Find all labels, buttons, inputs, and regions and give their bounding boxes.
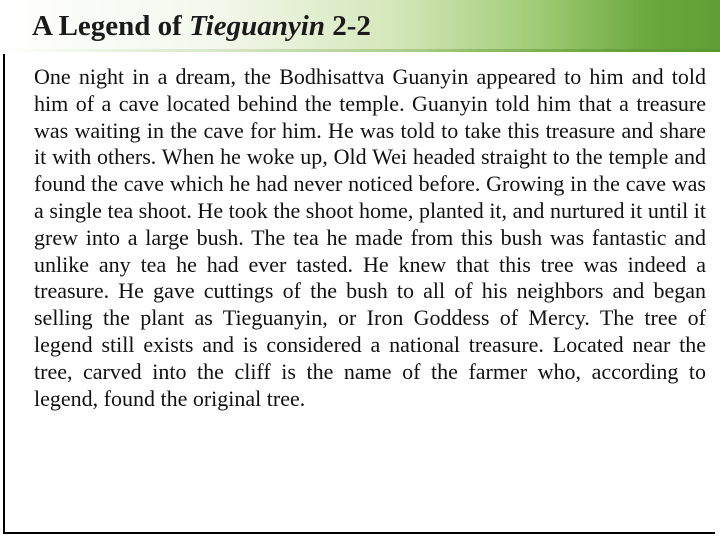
title-bar (0, 0, 720, 52)
title-prefix: A Legend of (32, 10, 190, 42)
slide-body-text: One night in a dream, the Bodhisattva Guanyin appeared to him and told him of a cave located behind the temple. Guanyin told him that a treasure was waiting in the cave for him. He was told to take this treasure and share it with others. When he woke up, Old Wei headed straight to the temple and found the cave which he had never noticed before. Growing in the cave was a single tea shoot. He took the shoot home, planted it, and nurtured it until it grew into a large bush. The tea he made from this bush was fantastic and unlike any tea he had ever tasted. He knew that this tree was indeed a treasure. He gave cuttings of the bush to all of his neighbors and began selling the plant as Tieguanyin, or Iron Goddess of Mercy. The tree of legend still exists and is considered a national treasure. Located near the tree, carved into the cliff is the name of the farmer who, according to legend, found the original tree. (34, 64, 706, 411)
title-suffix: 2-2 (324, 10, 371, 42)
title-italic-name: Tieguanyin (189, 10, 325, 42)
slide-title (32, 8, 371, 44)
